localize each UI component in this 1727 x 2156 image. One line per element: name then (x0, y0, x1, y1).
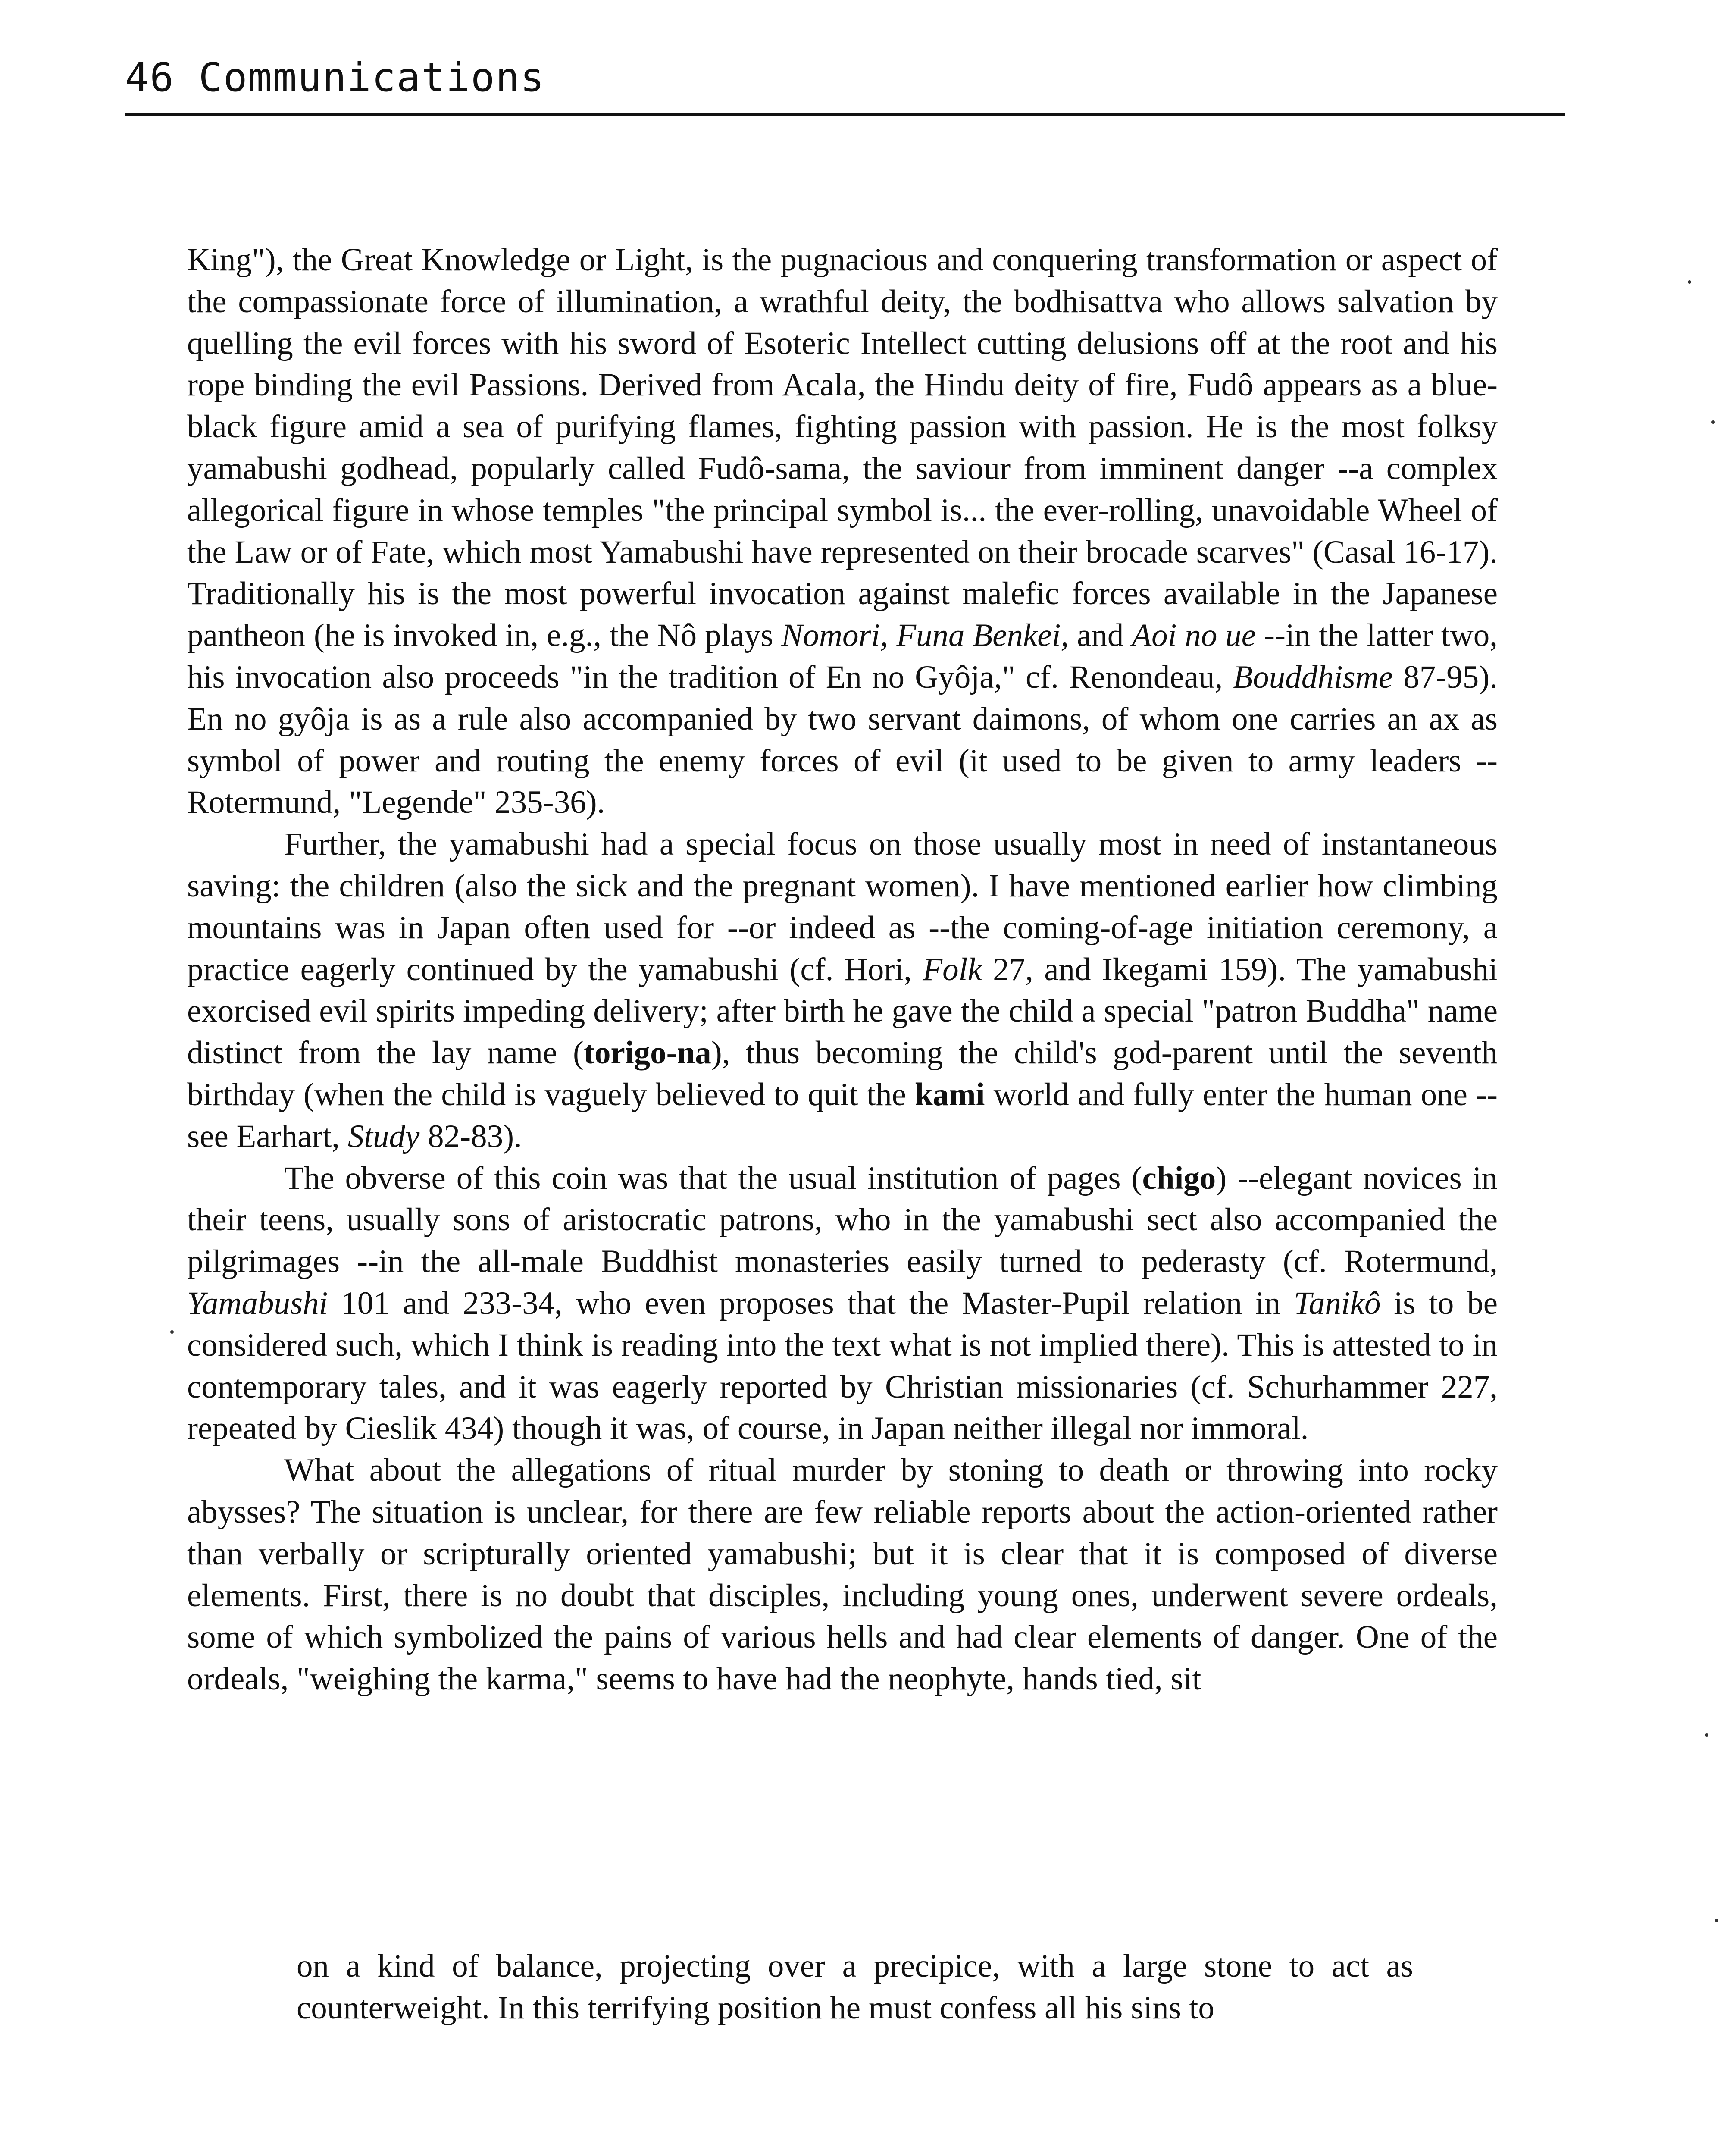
page-number: 46 (125, 54, 175, 100)
italic-text: Study (347, 1118, 420, 1154)
italic-text: Tanikô (1294, 1285, 1381, 1321)
scan-speck (1705, 1733, 1708, 1737)
body-paragraph (187, 239, 1498, 824)
body-paragraph (187, 1450, 1498, 1700)
bold-term: kami (914, 1076, 985, 1112)
scan-speck (1688, 280, 1691, 284)
running-head (125, 52, 1565, 116)
body-paragraph (187, 824, 1498, 1157)
paragraph-text: Further, the yamabushi had a special focus on those usually most in need of instantaneous saving: the children (also the sick and the pregnant women). I have mentioned earlier how climbing mountains was in Japan often used for --or indeed as --the coming-of-age initiation ceremony, a practice eagerly continued by the yamabushi (cf. Hori, (187, 826, 1498, 987)
paragraph-text: 101 and 233-34, who even proposes that the Master-Pupil relation in (328, 1285, 1294, 1321)
paragraph-text: ) --elegant novices in their teens, usually sons of aristocratic patrons, who in the yamabushi sect also accompanied the pilgrimages --in the all-male Buddhist monasteries easily turned to pederasty (cf. Rotermund, (187, 1160, 1498, 1280)
bold-term: chigo (1142, 1160, 1216, 1196)
paragraph-text: The obverse of this coin was that the usual institution of pages ( (284, 1160, 1142, 1196)
scan-speck (170, 1330, 174, 1334)
paragraph-text: world and fully enter the human one --see Earhart, (187, 1076, 1498, 1154)
block-quote-text: on a kind of balance, projecting over a precipice, with a large stone to act as counterweight. In this terrifying position he must confess all his sins to (297, 1948, 1413, 2026)
paragraph-text: and (1069, 617, 1132, 654)
italic-text: Aoi no ue (1132, 617, 1256, 654)
scan-speck (1715, 1919, 1718, 1922)
italic-text: Bouddhisme (1233, 659, 1393, 695)
body-text (187, 239, 1498, 1700)
bold-term: torigo-na (583, 1035, 711, 1071)
italic-text: Yamabushi (187, 1285, 328, 1321)
paragraph-text: King"), the Great Knowledge or Light, is the pugnacious and conquering transformation or aspect of the compassionate force of illumination, a wrathful deity, the bodhisattva who allows salvation by quelling the evil forces with his sword of Esoteric Intellect cutting delusions off at the root and his rope binding the evil Passions. Derived from Acala, the Hindu deity of fire, Fudô appears as a blue-black figure amid a sea of purifying flames, fighting passion with passion. He is the most folksy yamabushi godhead, popularly called Fudô-sama, the saviour from imminent danger --a complex allegorical figure in whose temples "the principal symbol is... the ever-rolling, unavoidable Wheel of the Law or of Fate, which most Yamabushi have represented on their brocade scarves" (Casal 16-17). Traditionally his is the most powerful invocation against malefic forces available in the Japanese pantheon (he is invoked in, e.g., the Nô plays (187, 242, 1498, 654)
paragraph-text: 87-95). En no gyôja is as a rule also accompanied by two servant daimons, of whom one carries an ax as symbol of power and routing the enemy forces of evil (it used to be given to army leaders --Rotermund, "Legende" 235-36). (187, 659, 1498, 821)
scan-speck (1711, 420, 1715, 424)
journal-title: Communications (198, 54, 545, 100)
paragraph-text: --in the latter two, his invocation also proceeds "in the tradition of En no Gyôja," cf. Renondeau, (187, 617, 1498, 695)
italic-text: Nomori, Funa Benkei, (781, 617, 1069, 654)
paragraph-text: 27, and Ikegami 159). The yamabushi exorcised evil spirits impeding delivery; after birth he gave the child a special "patron Buddha" name distinct from the lay name ( (187, 951, 1498, 1071)
paragraph-text: What about the allegations of ritual murder by stoning to death or throwing into rocky abysses? The situation is unclear, for there are few reliable reports about the action-oriented rather than verbally or scripturally oriented yamabushi; but it is clear that it is composed of diverse elements. First, there is no doubt that disciples, including young ones, underwent severe ordeals, some of which symbolized the pains of various hells and had clear elements of danger. One of the ordeals, "weighing the karma," seems to have had the neophyte, hands tied, sit (187, 1452, 1498, 1697)
italic-text: Folk (923, 951, 982, 987)
paragraph-text: 82-83). (419, 1118, 522, 1154)
body-paragraph (187, 1158, 1498, 1450)
paragraph-text: is to be considered such, which I think is reading into the text what is not implied there). This is attested to in contemporary tales, and it was eagerly reported by Christian missionaries (cf. Schurhammer 227, repeated by Cieslik 434) though it was, of course, in Japan neither illegal nor immoral. (187, 1285, 1498, 1447)
paragraph-text: ), thus becoming the child's god-parent until the seventh birthday (when the child is vaguely believed to quit the (187, 1035, 1498, 1112)
header-rule (125, 113, 1565, 116)
block-quote (297, 1946, 1413, 2029)
